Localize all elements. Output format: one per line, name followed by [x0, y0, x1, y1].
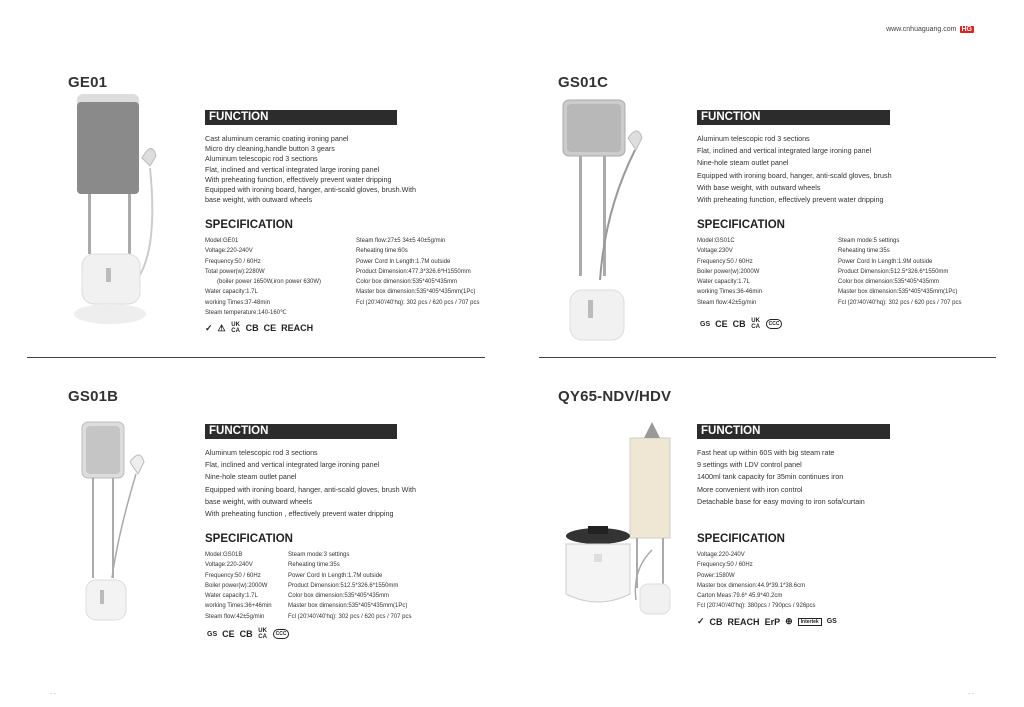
spec-item: Power Cord In Length:1.7M outside	[356, 258, 451, 265]
function-item: Equipped with ironing board, hanger, anti-scald gloves, brush	[697, 170, 892, 180]
spec-item: Water capacity:1.7L	[205, 289, 258, 296]
function-item: Flat, inclined and vertical integrated large ironing panel	[205, 460, 380, 470]
product-image-ge01	[70, 90, 170, 330]
gs-cert-icon: GS	[207, 630, 218, 638]
function-header-gs01b: FUNCTION	[205, 424, 397, 439]
spec-item: Fcl (20'/40'/40'hq): 380pcs / 790pcs / 926pcs	[697, 603, 816, 610]
spec-item: working Times:37-48min	[205, 299, 271, 306]
globe-cert-icon: ⊕	[785, 616, 793, 626]
function-list-ge01	[205, 134, 416, 205]
spec-item: Master box dimension:535*405*435mm(1Pc)	[288, 603, 408, 610]
spec-item: Reheating time:35s	[838, 248, 890, 255]
spec-right-gs01c	[838, 236, 962, 308]
spec-left-ge01	[205, 236, 321, 318]
spec-item: Water capacity:1.7L	[697, 279, 750, 286]
function-item: Flat, inclined and vertical integrated large ironing panel	[205, 164, 380, 174]
spec-item: Voltage:220-240V	[697, 552, 745, 558]
function-header-gs01c: FUNCTION	[697, 110, 890, 125]
spec-header-qy65: SPECIFICATION	[697, 533, 785, 545]
spec-item: Boiler power(w):2000W	[205, 582, 268, 589]
spec-header-gs01b: SPECIFICATION	[205, 533, 293, 545]
spec-item: Power:1580W	[697, 572, 735, 579]
gs-cert-icon: GS	[826, 618, 837, 625]
function-item: Micro dry cleaning,handle button 3 gears	[205, 144, 335, 154]
intertek-cert-icon: Intertek	[798, 618, 822, 626]
function-item: Detachable base for easy moving to iron sofa/curtain	[697, 496, 865, 506]
spec-item: Carton Meas:79.6* 45.9*40.2cm	[697, 593, 783, 600]
cb-cert-icon: CB	[732, 319, 746, 329]
spec-item: Water capacity:1.7L	[205, 593, 258, 600]
function-item: With preheating function, effectively prevent water dripping	[697, 195, 884, 205]
spec-item: Voltage:230V	[697, 248, 733, 255]
reach-cert-icon: REACH	[727, 616, 760, 627]
spec-item: Frequency:50 / 60Hz	[205, 572, 261, 579]
model-title-gs01b: GS01B	[68, 388, 119, 405]
site-url	[886, 26, 974, 33]
cert-logos-gs01c	[700, 318, 782, 330]
erp-cert-icon: ErP	[764, 616, 781, 627]
ukca-cert-icon: UK CA	[231, 322, 240, 334]
product-image-qy65	[556, 420, 691, 625]
function-item: 9 settings with LDV control panel	[697, 460, 802, 470]
cb-cert-icon: CB	[709, 616, 723, 627]
spec-item: Steam flow:27±5 34±5 40±5g/min	[356, 238, 446, 244]
brand-logo: HG	[961, 26, 972, 33]
spec-item: Steam flow:42±5g/min	[697, 299, 757, 306]
spec-item: Fcl (20'/40'/40'hq): 302 pcs / 620 pcs / 707 pcs	[838, 299, 962, 306]
model-title-ge01: GE01	[68, 74, 108, 91]
function-item: Nine-hole steam outlet panel	[205, 472, 297, 482]
spec-item: Color box dimension:535*405*435mm	[288, 593, 390, 600]
spec-item: Color box dimension:535*405*435mm	[356, 279, 458, 286]
spec-item: Steam flow:42±5g/min	[205, 613, 265, 620]
spec-item: Total power(w):2280W	[205, 268, 265, 275]
product-image-gs01c	[560, 94, 655, 350]
cert-logos-qy65	[697, 616, 837, 627]
spec-item: Steam mode:5 settings	[838, 238, 900, 244]
spec-item: Master box dimension:535*405*435mm(1Pc)	[838, 289, 958, 296]
spec-item: Frequency:50 / 60Hz	[697, 562, 753, 569]
spec-item: Reheating time:35s	[288, 562, 340, 569]
gs-cert-icon: GS	[700, 320, 711, 328]
function-list-gs01c	[697, 133, 892, 206]
function-item: Aluminum telescopic rod 3 sections	[205, 448, 318, 457]
product-image-gs01b	[78, 418, 158, 628]
spec-item: Model:GE01	[205, 238, 239, 244]
cb-cert-icon: CB	[245, 323, 259, 333]
spec-left-gs01b	[205, 550, 272, 622]
spec-item: (boiler power 1650W,iron power 630W)	[217, 279, 322, 286]
spec-item: Frequency:50 / 60Hz	[205, 258, 261, 265]
function-header-ge01: FUNCTION	[205, 110, 397, 125]
spec-header-ge01: SPECIFICATION	[205, 219, 293, 231]
function-item: Aluminum telescopic rod 3 sections	[205, 154, 318, 164]
spec-item: Boiler power(w):2000W	[697, 268, 760, 275]
spec-item: Product Dimension:512.5*326.6*1550mm	[838, 268, 949, 275]
function-item: Aluminum telescopic rod 3 sections	[697, 134, 810, 143]
function-item: Nine-hole steam outlet panel	[697, 158, 789, 168]
function-item: base weight, with outward wheels	[205, 496, 313, 506]
ce-cert-icon: CE	[263, 323, 277, 333]
function-item: base weight, with outward wheels	[205, 195, 313, 205]
spec-item: Power Cord In Length:1.9M outside	[838, 258, 933, 265]
function-header-qy65: FUNCTION	[697, 424, 890, 439]
spec-item: Model:GS01B	[205, 552, 243, 558]
function-item: Equipped with ironing board, hanger, anti-scald gloves, brush.With	[205, 185, 416, 195]
check-cert-icon: ✓	[697, 616, 705, 626]
spec-item: Master box dimension:44.9*39.1*38.6cm	[697, 582, 806, 589]
spec-item: Voltage:220-240V	[205, 248, 253, 255]
spec-left-qy65	[697, 550, 816, 612]
spec-item: working Times:36+46min	[205, 603, 272, 610]
cert-logos-ge01	[205, 322, 313, 334]
function-list-qy65	[697, 447, 865, 508]
function-item: With base weight, with outward wheels	[697, 182, 821, 192]
check-cert-icon: ✓	[205, 322, 213, 333]
function-item: Fast heat up within 60S with big steam rate	[697, 448, 835, 457]
section-divider-right	[539, 357, 996, 358]
section-divider-left	[27, 357, 485, 358]
spec-item: Model:GS01C	[697, 238, 735, 244]
spec-right-ge01	[356, 236, 480, 308]
spec-item: Voltage:220-240V	[205, 562, 253, 569]
spec-item: Steam temperature:140-160℃	[205, 310, 287, 317]
cert-logos-gs01b	[207, 628, 289, 640]
spec-item: Master box dimension:535*405*435mm(1Pc)	[356, 289, 476, 296]
spec-left-gs01c	[697, 236, 762, 308]
ce-cert-icon: CE	[222, 629, 235, 639]
spec-item: working Times:36-46min	[697, 289, 763, 296]
ukca-cert-icon: UK CA	[751, 318, 760, 330]
page-number-right: - -	[968, 691, 974, 697]
function-list-gs01b	[205, 447, 416, 520]
spec-item: Product Dimension:512.5*326.6*1550mm	[288, 582, 399, 589]
reach-cert-icon: REACH	[281, 323, 314, 333]
spec-item: Product Dimension:477.3*326.6*H1550mm	[356, 268, 471, 275]
function-item: With preheating function , effectively prevent water dripping	[205, 509, 394, 519]
function-item: Equipped with ironing board, hanger, anti-scald gloves, brush With	[205, 484, 416, 494]
model-title-gs01c: GS01C	[558, 74, 609, 91]
spec-item: Reheating time:60s	[356, 248, 408, 255]
spec-item: Frequency:50 / 60Hz	[697, 258, 753, 265]
spec-item: Color box dimension:535*405*435mm	[838, 279, 940, 286]
function-item: 1400ml tank capacity for 35min continues iron	[697, 472, 844, 482]
warning-cert-icon: ⚠	[217, 322, 226, 333]
model-title-qy65: QY65-NDV/HDV	[558, 388, 672, 405]
spec-item: Fcl (20'/40'/40'hq): 302 pcs / 620 pcs / 707 pcs	[356, 299, 480, 306]
function-item: Cast aluminum ceramic coating ironing panel	[205, 134, 349, 143]
site-url-text: www.cnhuaguang.com	[886, 26, 957, 33]
function-item: More convenient with iron control	[697, 484, 803, 494]
ukca-cert-icon: UK CA	[258, 628, 267, 640]
spec-item: Steam mode:3 settings	[288, 552, 350, 558]
cb-cert-icon: CB	[239, 629, 253, 639]
function-item: Flat, inclined and vertical integrated large ironing panel	[697, 146, 872, 156]
spec-item: Power Cord In Length:1.7M outside	[288, 572, 383, 579]
ccc-cert-icon: CCC	[766, 319, 783, 329]
spec-header-gs01c: SPECIFICATION	[697, 219, 785, 231]
ce-cert-icon: CE	[715, 319, 728, 329]
function-item: With preheating function, effectively prevent water dripping	[205, 174, 392, 184]
ccc-cert-icon: CCC	[273, 629, 290, 639]
page-number-left: - -	[50, 691, 56, 697]
spec-right-gs01b	[288, 550, 412, 622]
spec-item: Fcl (20'/40'/40'hq): 302 pcs / 620 pcs / 707 pcs	[288, 613, 412, 620]
